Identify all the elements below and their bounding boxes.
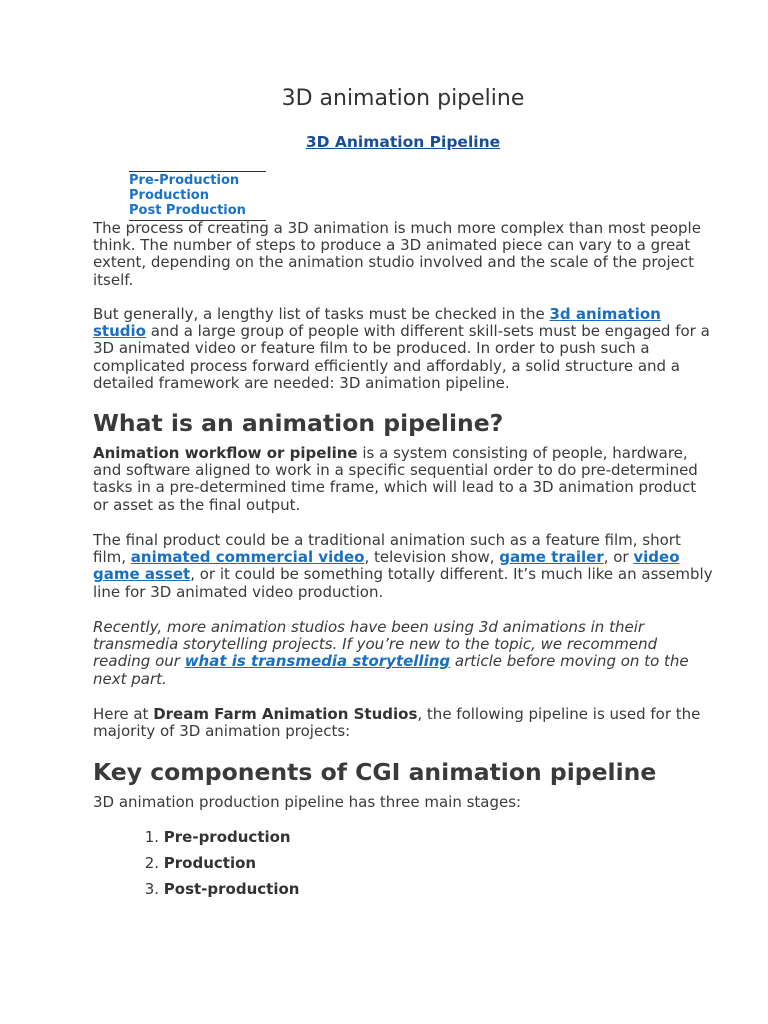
video-game-asset-link[interactable]: video game asset bbox=[93, 548, 680, 584]
intro-p2-text-a: But generally, a lengthy list of tasks must be checked in the bbox=[93, 305, 550, 323]
document-title: 3D animation pipeline bbox=[281, 86, 525, 111]
list-item-number: 1. bbox=[144, 828, 159, 846]
pipeline-term: Animation workflow or pipeline bbox=[93, 444, 358, 462]
final-product-text-a: The final product could be a traditional animation such as a feature film, short film, bbox=[93, 531, 681, 567]
list-item bbox=[133, 880, 299, 906]
final-product-text-d: , or it could be something totally different. It’s much like an assembly line for 3D animated video production. bbox=[93, 565, 713, 601]
toc-item-production[interactable]: Production bbox=[129, 188, 209, 203]
animated-commercial-link[interactable]: animated commercial video bbox=[130, 548, 365, 567]
transmedia-text-a: Recently, more animation studios have been using 3d animations in their transmedia storytelling projects. If you’re new to the topic, we recommend reading our bbox=[93, 618, 658, 671]
list-item bbox=[133, 828, 299, 854]
list-item-number: 3. bbox=[144, 880, 159, 898]
studio-link[interactable]: 3d animation studio bbox=[93, 305, 661, 341]
toc-item-pre-production[interactable]: Pre-Production bbox=[129, 173, 240, 188]
pipeline-definition-paragraph bbox=[93, 445, 715, 514]
list-item bbox=[133, 854, 299, 880]
studio-paragraph bbox=[93, 706, 715, 740]
list-item-label: Post-production bbox=[163, 880, 300, 898]
final-product-text-b: , television show, bbox=[364, 548, 500, 567]
toc-item-post-production[interactable]: Post Production bbox=[129, 203, 246, 218]
transmedia-storytelling-link[interactable]: what is transmedia storytelling bbox=[184, 652, 451, 671]
list-item-number: 2. bbox=[144, 854, 159, 872]
studio-name: Dream Farm Animation Studios bbox=[153, 705, 418, 723]
section-heading-key-components: Key components of CGI animation pipeline bbox=[93, 758, 657, 786]
intro-p2-text-b: and a large group of people with different skill-sets must be engaged for a 3D animated video or feature film to be produced. In order to push such a complicated process forward efficiently and affordably, a solid structure and a detailed framework are needed: 3D animation pipeline. bbox=[93, 322, 710, 392]
list-item-label: Production bbox=[163, 854, 257, 872]
final-product-text-c: , or bbox=[603, 548, 634, 567]
pipeline-definition-text: is a system consisting of people, hardware, and software aligned to work in a specific sequential order to do pre-determined tasks in a pre-determined time frame, which will lead to a 3D animation product or asset as the final output. bbox=[93, 444, 698, 514]
transmedia-text-b: article before moving on to the next part. bbox=[93, 652, 689, 688]
game-trailer-link[interactable]: game trailer bbox=[499, 548, 604, 567]
list-item-label: Pre-production bbox=[163, 828, 291, 846]
studio-text-b: , the following pipeline is used for the majority of 3D animation projects: bbox=[93, 705, 701, 741]
transmedia-paragraph bbox=[93, 619, 715, 688]
table-of-contents bbox=[129, 171, 266, 221]
intro-paragraph-2 bbox=[93, 306, 715, 392]
stages-list bbox=[133, 828, 299, 906]
stages-intro: 3D animation production pipeline has three main stages: bbox=[93, 793, 522, 811]
intro-paragraph-1: The process of creating a 3D animation is much more complex than most people think. The number of steps to produce a 3D animated piece can vary to a great extent, depending on the animation studio involved and the scale of the project itself. bbox=[93, 219, 701, 289]
toc-heading-link[interactable]: 3D Animation Pipeline bbox=[305, 133, 501, 151]
final-product-paragraph bbox=[93, 532, 715, 601]
studio-text-a: Here at bbox=[93, 705, 154, 723]
section-heading-animation-pipeline: What is an animation pipeline? bbox=[93, 409, 504, 437]
